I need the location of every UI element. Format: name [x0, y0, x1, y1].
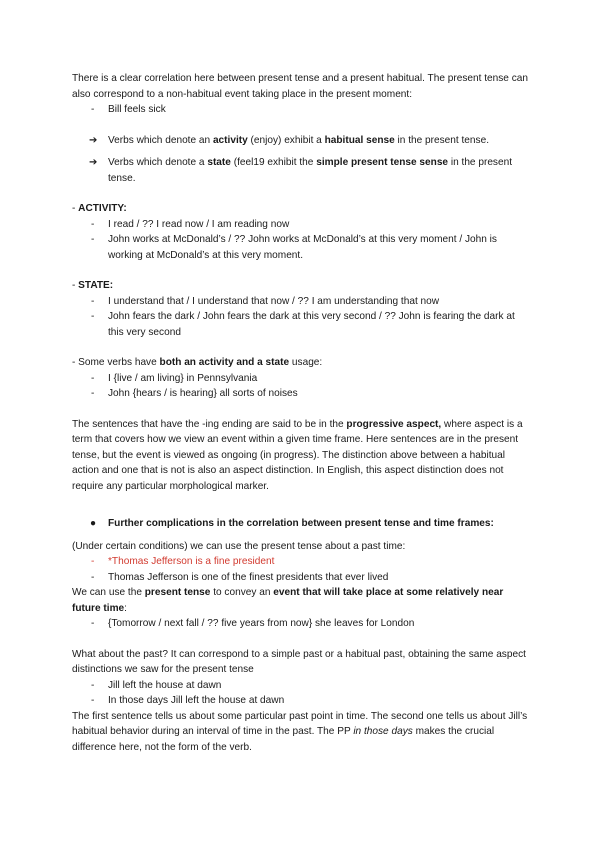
- arrow-icon: ➔: [89, 134, 98, 146]
- para-bold: progressive aspect,: [346, 418, 442, 430]
- dash-marker: -: [91, 571, 95, 583]
- list-item: [72, 371, 532, 387]
- example-text: Bill feels sick: [108, 104, 166, 115]
- bullet-marker: ●: [90, 518, 97, 529]
- future-list: [72, 616, 532, 632]
- list-item: [72, 570, 532, 586]
- dash-marker: -: [91, 388, 95, 399]
- arrow-text: (feel19 exhibit the: [230, 157, 317, 168]
- list-item-text: *Thomas Jefferson is a fine president: [108, 556, 275, 567]
- heading-prefix: -: [72, 203, 79, 214]
- list-item: [72, 386, 532, 402]
- past-list: [72, 678, 532, 709]
- future-paragraph: [72, 585, 532, 616]
- para-text: makes the crucial difference here, not the form of the verb.: [72, 726, 495, 753]
- dash-marker: -: [91, 372, 95, 384]
- arrow-bold: state: [207, 157, 231, 168]
- para-italic: in those days: [353, 726, 413, 737]
- both-usage-list: [72, 371, 532, 402]
- dash-marker: -: [91, 556, 95, 567]
- past-time-paragraph: (Under certain conditions) we can use the present tense about a past time:: [72, 540, 406, 552]
- para-text: to convey an: [210, 587, 274, 598]
- list-item: [72, 217, 532, 233]
- activity-list: [72, 217, 532, 264]
- para-text: The sentences that have the -ing ending are said to be in the: [72, 418, 347, 430]
- arrow-text: in the present tense.: [394, 134, 490, 146]
- arrow-text: Verbs which denote an: [108, 134, 213, 146]
- list-item: [72, 232, 532, 263]
- para-text: where aspect is a term that covers how we view an event within a given time frame. Here sentences are in the present tense, but the event is viewed as ongoing (in progress). The distinction above between a habitual action and one that is not is also an aspect distinction. In English, this aspect distinction does not require any particular morphological marker.: [72, 418, 523, 492]
- closing-paragraph: [72, 709, 532, 756]
- para-bold: present tense: [144, 587, 211, 598]
- arrow-item-activity: [72, 133, 532, 149]
- past-paragraph: What about the past? It can correspond to a simple past or a habitual past, obtaining the same aspect distinctions we saw for the present tense: [72, 648, 526, 675]
- dash-marker: -: [91, 218, 95, 230]
- both-usage-paragraph: [72, 355, 532, 371]
- progressive-paragraph: [72, 417, 532, 495]
- para-text: :: [124, 602, 127, 614]
- heading-label: STATE:: [78, 280, 114, 291]
- list-item: [72, 294, 532, 310]
- list-item-starred: [72, 554, 532, 570]
- list-item-text: I understand that / I understand that now / ?? I am understanding that now: [108, 295, 440, 307]
- list-item: [72, 309, 532, 340]
- intro-example-list: [72, 102, 532, 118]
- list-item-text: I {live / am living} in Pennsylvania: [108, 372, 258, 384]
- arrow-bold: simple present tense sense: [316, 157, 449, 168]
- dash-marker: -: [91, 695, 95, 706]
- para-text: - Some verbs have: [72, 357, 160, 368]
- para-bold: event that will take place at some relatively near future time: [72, 587, 504, 614]
- para-text: usage:: [289, 357, 323, 368]
- dash-marker: -: [91, 618, 95, 629]
- dash-marker: -: [91, 679, 95, 691]
- further-heading: [72, 516, 532, 532]
- arrow-text: in the present tense.: [108, 157, 513, 184]
- heading-label: Further complications in the correlation between present tense and time frames:: [108, 518, 494, 529]
- dash-marker: -: [91, 104, 95, 115]
- list-item-text: Thomas Jefferson is one of the finest presidents that ever lived: [108, 571, 389, 583]
- para-text: The first sentence tells us about some particular past point in time. The second one tells us about Jill’s habitual behavior during an interval of time in the past. The PP: [72, 710, 528, 737]
- arrow-text: (enjoy) exhibit a: [247, 134, 325, 146]
- para-text: We can use the: [72, 587, 145, 598]
- list-item-text: In those days Jill left the house at dawn: [108, 695, 285, 706]
- heading-prefix: -: [72, 280, 79, 291]
- arrow-icon: ➔: [89, 157, 98, 168]
- arrow-bold: habitual sense: [324, 134, 395, 146]
- dash-marker: -: [91, 295, 95, 307]
- list-item-text: Jill left the house at dawn: [108, 679, 222, 691]
- arrow-item-state: [72, 155, 532, 186]
- list-item-text: John fears the dark / John fears the dark at this very second / ?? John is fearing the dark at this very second: [108, 311, 515, 338]
- state-heading: [72, 278, 532, 294]
- list-item-text: John {hears / is hearing} all sorts of noises: [108, 388, 298, 399]
- dash-marker: -: [91, 311, 95, 322]
- list-item-text: {Tomorrow / next fall / ?? five years from now} she leaves for London: [108, 618, 415, 629]
- list-item: [72, 102, 532, 118]
- dash-marker: -: [91, 234, 95, 245]
- list-item-text: I read / ?? I read now / I am reading now: [108, 218, 290, 230]
- list-item: [72, 678, 532, 694]
- arrow-text: Verbs which denote a: [108, 157, 208, 168]
- state-list: [72, 294, 532, 341]
- list-item: [72, 693, 532, 709]
- activity-heading: [72, 201, 532, 217]
- intro-paragraph: There is a clear correlation here between present tense and a present habitual. The present tense can also correspond to a non-habitual event taking place in the present moment:: [72, 73, 528, 100]
- arrow-bold: activity: [212, 134, 248, 146]
- list-item: [72, 616, 532, 632]
- para-bold: both an activity and a state: [159, 357, 290, 368]
- list-item-text: John works at McDonald’s / ?? John works at McDonald’s at this very moment / John is working at McDonald’s at this very moment.: [108, 234, 497, 261]
- past-time-list: [72, 554, 532, 585]
- heading-label: ACTIVITY:: [78, 203, 127, 214]
- document-page: [72, 71, 532, 755]
